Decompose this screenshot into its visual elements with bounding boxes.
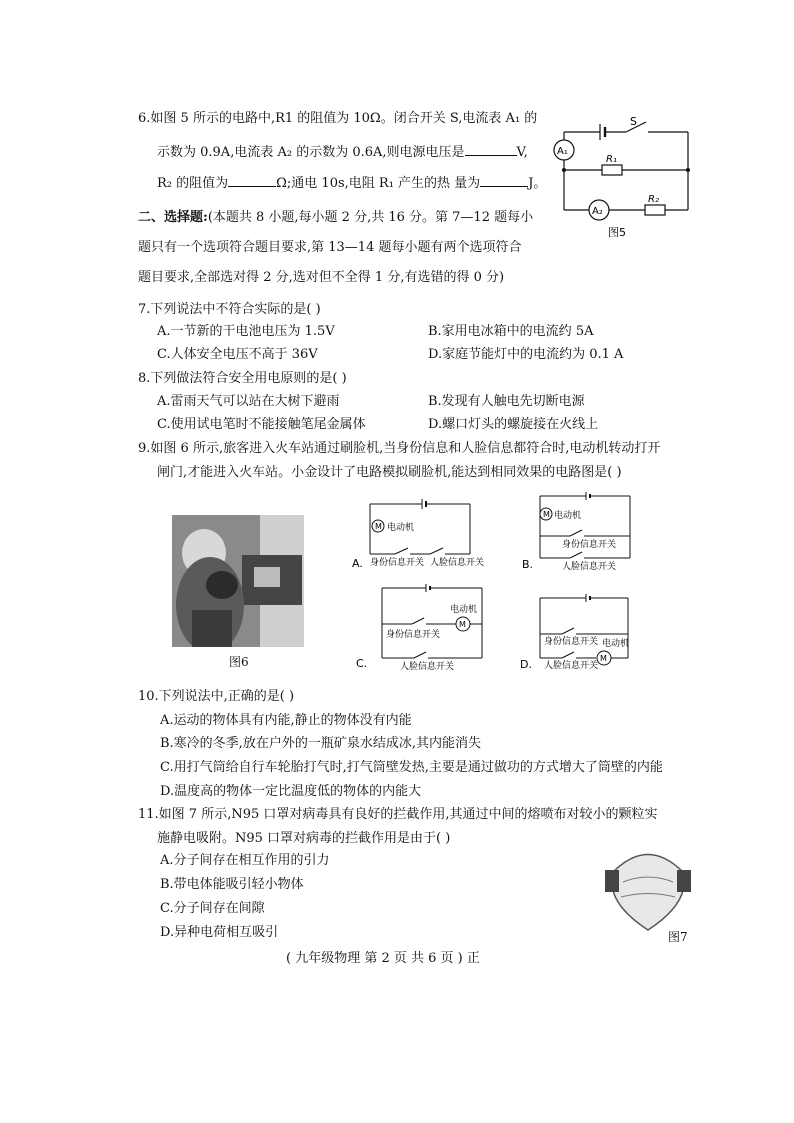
q6-line2 — [157, 143, 528, 161]
page-footer: ( 九年级物理 第 2 页 共 6 页 ) 正 — [286, 951, 480, 966]
q8-stem: 8.下列做法符合安全用电原则的是( ) — [138, 371, 347, 386]
q6-line3 — [157, 174, 546, 192]
circuit-d-motor-label: 电动机 — [602, 639, 630, 649]
circuit-a-face-switch: 人脸信息开关 — [430, 558, 485, 568]
circuit-c-id-switch: 身份信息开关 — [386, 630, 441, 640]
circuit-b-motor-label: 电动机 — [554, 511, 582, 521]
circuit-option-d[interactable] — [520, 592, 640, 672]
circuit-a-motor-symbol: M — [375, 522, 382, 531]
q7-option-c[interactable]: C.人体安全电压不高于 36V — [157, 347, 318, 362]
circuit-option-a[interactable] — [350, 494, 500, 576]
q9-line2: 闸门,才能进入火车站。小金设计了电路模拟刷脸机,能达到相同效果的电路图是( ) — [157, 465, 622, 480]
q8-option-c[interactable]: C.使用试电笔时不能接触笔尾金属体 — [157, 417, 366, 432]
circuit-d-label: D. — [520, 658, 532, 671]
circuit-c-motor-symbol: M — [459, 620, 466, 629]
section2-line3: 题目要求,全部选对得 2 分,选对但不全得 1 分,有选错的得 0 分) — [138, 270, 505, 285]
q10-option-d[interactable]: D.温度高的物体一定比温度低的物体的内能大 — [160, 784, 422, 799]
circuit-d-face-switch: 人脸信息开关 — [544, 661, 599, 671]
fig5-caption: 图5 — [608, 226, 626, 239]
circuit-d-motor-symbol: M — [600, 654, 607, 663]
q11-option-d[interactable]: D.异种电荷相互吸引 — [160, 925, 279, 940]
circuit-a-motor-label: 电动机 — [387, 523, 415, 533]
fig7-caption: 图7 — [668, 930, 688, 944]
answer-blank-r2[interactable] — [228, 174, 276, 187]
q8-option-a[interactable]: A.雷雨天气可以站在大树下避雨 — [157, 394, 340, 409]
circuit-d-id-switch: 身份信息开关 — [544, 637, 599, 647]
q10-stem: 10.下列说法中,正确的是( ) — [138, 689, 295, 704]
q11-line2: 施静电吸附。N95 口罩对病毒的拦截作用是由于( ) — [157, 831, 451, 846]
section2-heading: 二、选择题: — [138, 210, 208, 225]
answer-blank-voltage[interactable] — [465, 143, 517, 156]
circuit-c-label: C. — [356, 657, 368, 670]
circuit-c-motor-label: 电动机 — [450, 605, 478, 615]
circuit-a-id-switch: 身份信息开关 — [370, 558, 425, 568]
circuit-option-b[interactable] — [522, 490, 642, 572]
q11-option-b[interactable]: B.带电体能吸引轻小物体 — [160, 877, 304, 892]
q11-line1: 11.如图 7 所示,N95 口罩对病毒具有良好的拦截作用,其通过中间的熔喷布对较小的颗粒实 — [138, 807, 658, 822]
circuit-a-label: A. — [352, 557, 363, 570]
q6-line3-text: R₂ 的阻值为 — [157, 176, 229, 191]
q7-option-b[interactable]: B.家用电冰箱中的电流约 5A — [428, 324, 594, 339]
figure-6-photo — [172, 515, 304, 647]
circuit-c-face-switch: 人脸信息开关 — [400, 662, 455, 672]
circuit-b-id-switch: 身份信息开关 — [562, 540, 617, 550]
circuit-option-c[interactable] — [352, 582, 502, 672]
q7-option-d[interactable]: D.家庭节能灯中的电流约为 0.1 A — [428, 347, 624, 362]
q10-option-a[interactable]: A.运动的物体具有内能,静止的物体没有内能 — [160, 713, 412, 728]
fig5-ammeter-a2: A₂ — [592, 206, 603, 217]
q11-option-a[interactable]: A.分子间存在相互作用的引力 — [160, 853, 330, 868]
q6-line2-unit: V, — [516, 145, 528, 160]
circuit-b-motor-symbol: M — [543, 510, 550, 519]
answer-blank-heat[interactable] — [480, 174, 528, 187]
q7-stem: 7.下列说法中不符合实际的是( ) — [138, 302, 321, 317]
circuit-b-label: B. — [522, 558, 534, 571]
q11-option-c[interactable]: C.分子间存在间隙 — [160, 901, 265, 916]
q10-option-c[interactable]: C.用打气筒给自行车轮胎打气时,打气筒壁发热,主要是通过做功的方式增大了筒壁的内能 — [160, 760, 663, 775]
q6-line3-unit: J。 — [528, 176, 547, 191]
fig5-r2-label: R₂ — [648, 194, 659, 205]
section2-intro: (本题共 8 小题,每小题 2 分,共 16 分。第 7—12 题每小 — [207, 210, 534, 225]
q10-option-b[interactable]: B.寒冷的冬季,放在户外的一瓶矿泉水结成冰,其内能消失 — [160, 736, 481, 751]
q8-option-b[interactable]: B.发现有人触电先切断电源 — [428, 394, 585, 409]
q6-line1: 6.如图 5 所示的电路中,R1 的阻值为 10Ω。闭合开关 S,电流表 A₁ 的 — [138, 111, 538, 126]
q6-line2-text: 示数为 0.9A,电流表 A₂ 的示数为 0.6A,则电源电压是 — [157, 145, 465, 160]
fig6-caption: 图6 — [229, 655, 249, 669]
q8-option-d[interactable]: D.螺口灯头的螺旋接在火线上 — [428, 417, 599, 432]
figure-5-circuit — [552, 114, 694, 240]
q6-line3-mid: Ω;通电 10s,电阻 R₁ 产生的热 量为 — [276, 176, 481, 191]
circuit-b-face-switch: 人脸信息开关 — [562, 562, 617, 572]
fig5-r1-label: R₁ — [606, 154, 617, 165]
q9-line1: 9.如图 6 所示,旅客进入火车站通过刷脸机,当身份信息和人脸信息都符合时,电动机转动打开 — [138, 441, 661, 456]
fig5-switch-label: S — [630, 115, 637, 128]
section2-line2: 题只有一个选项符合题目要求,第 13—14 题每小题有两个选项符合 — [138, 240, 522, 255]
section2-line1 — [138, 210, 533, 226]
figure-7-mask — [603, 842, 693, 932]
q7-option-a[interactable]: A.一节新的干电池电压为 1.5V — [157, 324, 335, 339]
fig5-ammeter-a1: A₁ — [557, 146, 568, 157]
